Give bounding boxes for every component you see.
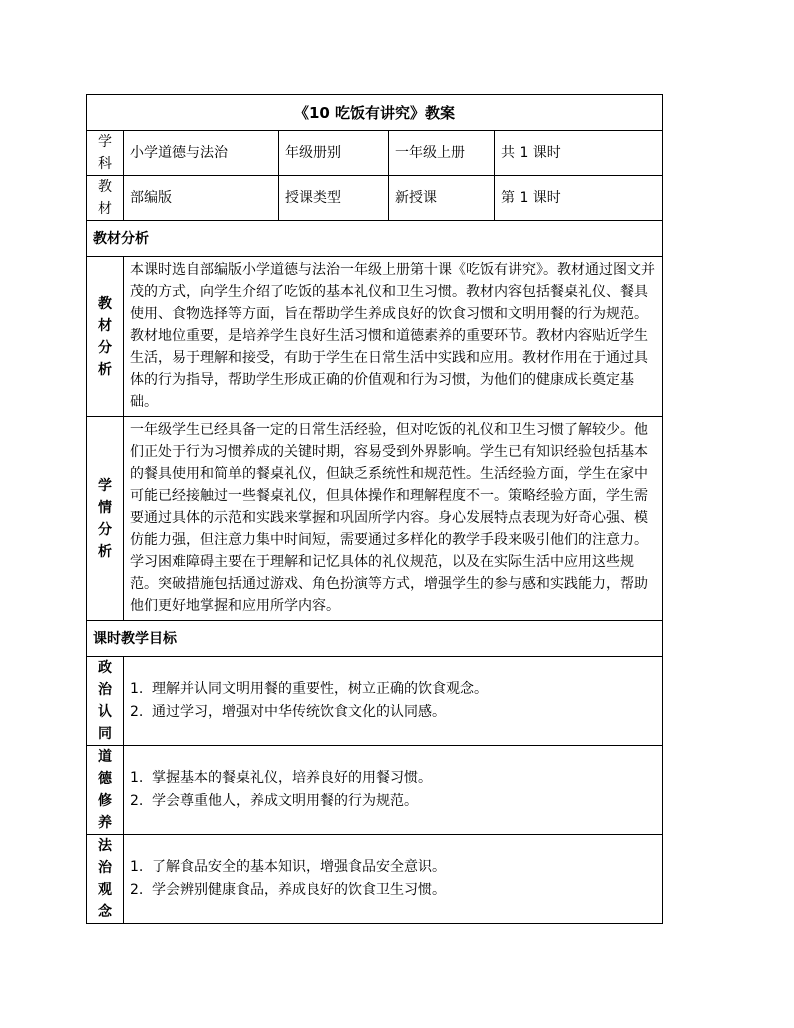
goal-number: 1. bbox=[130, 859, 144, 875]
lesson-plan-table bbox=[86, 94, 663, 924]
student-analysis-text: 一年级学生已经具备一定的日常生活经验，但对吃饭的礼仪和卫生习惯了解较少。他们正处于行为习惯养成的关键时期，容易受到外界影响。学生已有知识经验包括基本的餐具使用和简单的餐桌礼仪，但缺乏系统性和规范性。生活经验方面，学生在家中可能已经接触过一些餐桌礼仪，但具体操作和理解程度不一。策略经验方面，学生需要通过具体的示范和实践来掌握和巩固所学内容。身心发展特点表现为好奇心强、模仿能力强，但注意力集中时间短，需要通过多样化的教学手段来吸引他们的注意力。学习困难障碍主要在于理解和记忆具体的礼仪规范，以及在实际生活中应用这些规范。突破措施包括通过游戏、角色扮演等方式，增强学生的参与感和实践能力，帮助他们更好地掌握和应用所学内容。 bbox=[124, 417, 663, 621]
subject-label-cell bbox=[87, 131, 124, 176]
goal-list bbox=[130, 767, 662, 813]
total-hours: 共 1 课时 bbox=[495, 131, 663, 176]
current-hour: 第 1 课时 bbox=[495, 176, 663, 221]
goal-text: 掌握基本的餐桌礼仪，培养良好的用餐习惯。 bbox=[152, 770, 432, 786]
goal-group-label-cell bbox=[87, 746, 124, 835]
goal-list bbox=[130, 678, 662, 724]
type-label: 授课类型 bbox=[279, 176, 389, 221]
goal-group-label-cell bbox=[87, 835, 124, 924]
goal-text: 通过学习，增强对中华传统饮食文化的认同感。 bbox=[152, 704, 446, 720]
material-analysis-heading: 教材分析 bbox=[87, 221, 663, 257]
goal-group-label: 政治认同 bbox=[98, 660, 112, 742]
type-value: 新授课 bbox=[389, 176, 495, 221]
goal-text: 理解并认同文明用餐的重要性，树立正确的饮食观念。 bbox=[152, 681, 488, 697]
goal-list bbox=[130, 856, 662, 902]
goal-group-content bbox=[124, 746, 663, 835]
student-analysis-label-cell bbox=[87, 417, 124, 621]
goal-group-label: 法治观念 bbox=[98, 838, 112, 920]
goal-item bbox=[130, 790, 662, 813]
grade-value: 一年级上册 bbox=[389, 131, 495, 176]
goal-item bbox=[130, 856, 662, 879]
goal-number: 1. bbox=[130, 770, 144, 786]
goal-number: 1. bbox=[130, 681, 144, 697]
document-title: 《10 吃饭有讲究》教案 bbox=[87, 95, 663, 131]
subject-value: 小学道德与法治 bbox=[124, 131, 279, 176]
goal-text: 学会辨别健康食品，养成良好的饮食卫生习惯。 bbox=[152, 882, 446, 898]
goal-item bbox=[130, 678, 662, 701]
subject-label: 学科 bbox=[98, 134, 112, 172]
student-analysis-label: 学情分析 bbox=[98, 477, 112, 560]
goal-item bbox=[130, 879, 662, 902]
goal-item bbox=[130, 701, 662, 724]
goal-item bbox=[130, 767, 662, 790]
textbook-value: 部编版 bbox=[124, 176, 279, 221]
goal-group-label-cell bbox=[87, 657, 124, 746]
goal-group-content bbox=[124, 657, 663, 746]
goal-number: 2. bbox=[130, 882, 144, 898]
goal-text: 了解食品安全的基本知识，增强食品安全意识。 bbox=[152, 859, 446, 875]
grade-label: 年级册别 bbox=[279, 131, 389, 176]
goals-heading: 课时教学目标 bbox=[87, 621, 663, 657]
goal-number: 2. bbox=[130, 704, 144, 720]
goal-number: 2. bbox=[130, 793, 144, 809]
goal-group-content bbox=[124, 835, 663, 924]
material-analysis-label-cell bbox=[87, 257, 124, 417]
goal-group-label: 道德修养 bbox=[98, 749, 112, 831]
material-analysis-text: 本课时选自部编版小学道德与法治一年级上册第十课《吃饭有讲究》。教材通过图文并茂的方式，向学生介绍了吃饭的基本礼仪和卫生习惯。教材内容包括餐桌礼仪、餐具使用、食物选择等方面，旨在帮助学生养成良好的饮食习惯和文明用餐的行为规范。教材地位重要，是培养学生良好生活习惯和道德素养的重要环节。教材内容贴近学生生活，易于理解和接受，有助于学生在日常生活中实践和应用。教材作用在于通过具体的行为指导，帮助学生形成正确的价值观和行为习惯，为他们的健康成长奠定基础。 bbox=[124, 257, 663, 417]
goal-text: 学会尊重他人，养成文明用餐的行为规范。 bbox=[152, 793, 418, 809]
textbook-label-cell bbox=[87, 176, 124, 221]
material-analysis-label: 教材分析 bbox=[98, 295, 112, 378]
textbook-label: 教材 bbox=[98, 179, 112, 217]
